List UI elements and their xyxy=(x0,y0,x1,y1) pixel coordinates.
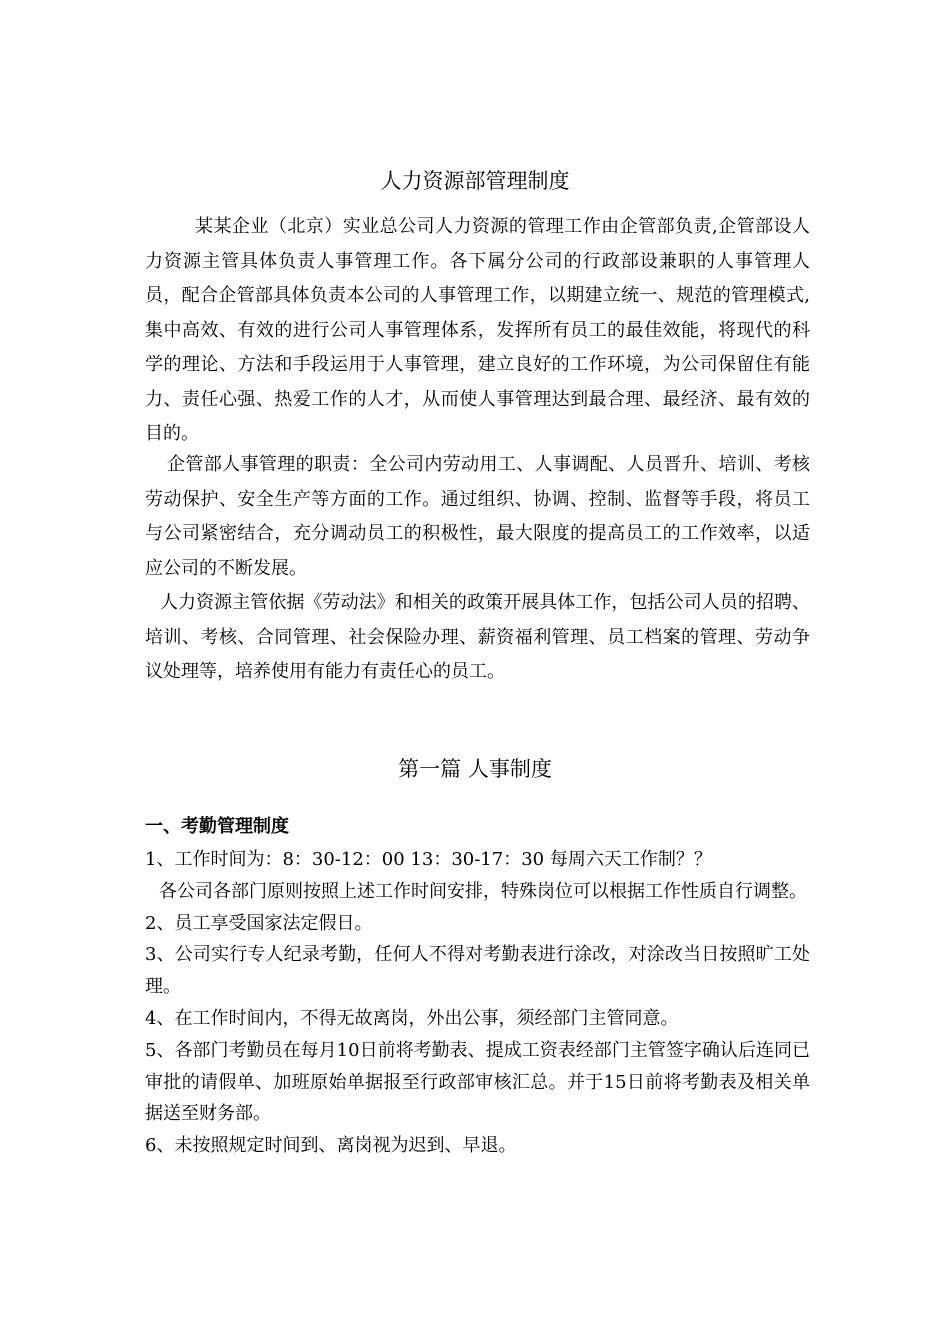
list-item: 3、公司实行专人纪录考勤，任何人不得对考勤表进行涂改，对涂改当日按照旷工处理。 xyxy=(145,944,810,998)
list-item: 1、工作时间为：8：30-12：00 13：30-17：30 每周六天工作制？？ xyxy=(145,849,712,870)
section-heading: 一、考勤管理制度 xyxy=(145,816,289,837)
intro-paragraph: 人力资源主管依据《劳动法》和相关的政策开展具体工作，包括公司人员的招聘、培训、考核、合同管理、社会保险办理、薪资福利管理、员工档案的管理、劳动争议处理等，培养使用有能力有责任心的员工。 xyxy=(145,592,810,682)
part-title: 第一篇 人事制度 xyxy=(398,757,552,781)
list-item: 各公司各部门原则按照上述工作时间安排，特殊岗位可以根据工作性质自行调整。 xyxy=(159,880,807,902)
list-item: 4、在工作时间内，不得无故离岗，外出公事，须经部门主管同意。 xyxy=(145,1007,679,1029)
rules-list xyxy=(145,844,810,1162)
intro-paragraph: 某某企业（北京）实业总公司人力资源的管理工作由企管部负责,企管部设人力资源主管具体负责人事管理工作。各下属分公司的行政部设兼职的人事管理人员，配合企管部具体负责本公司的人事管理工作，以期建立统一、规范的管理模式,集中高效、有效的进行公司人事管理体系，发挥所有员工的最佳效能，将现代的科学的理论、方法和手段运用于人事管理，建立良好的工作环境，为公司保留住有能力、责任心强、热爱工作的人才，从而使人事管理达到最合理、最经济、最有效的目的。 xyxy=(145,216,810,444)
document-title: 人力资源部管理制度 xyxy=(380,169,570,193)
list-item: 6、未按照规定时间到、离岗视为迟到、早退。 xyxy=(145,1135,517,1157)
list-item: 2、员工享受国家法定假日。 xyxy=(145,912,373,934)
list-item: 5、各部门考勤员在每月10日前将考勤表、提成工资表经部门主管签字确认后连同已审批的请假单、加班原始单据报至行政部审核汇总。并于15日前将考勤表及相关单据送至财务部。 xyxy=(145,1039,810,1125)
intro-paragraph: 企管部人事管理的职责：全公司内劳动用工、人事调配、人员晋升、培训、考核劳动保护、安全生产等方面的工作。通过组织、协调、控制、监督等手段，将员工与公司紧密结合，充分调动员工的积极性，最大限度的提高员工的工作效率，以适应公司的不断发展。 xyxy=(145,454,810,579)
